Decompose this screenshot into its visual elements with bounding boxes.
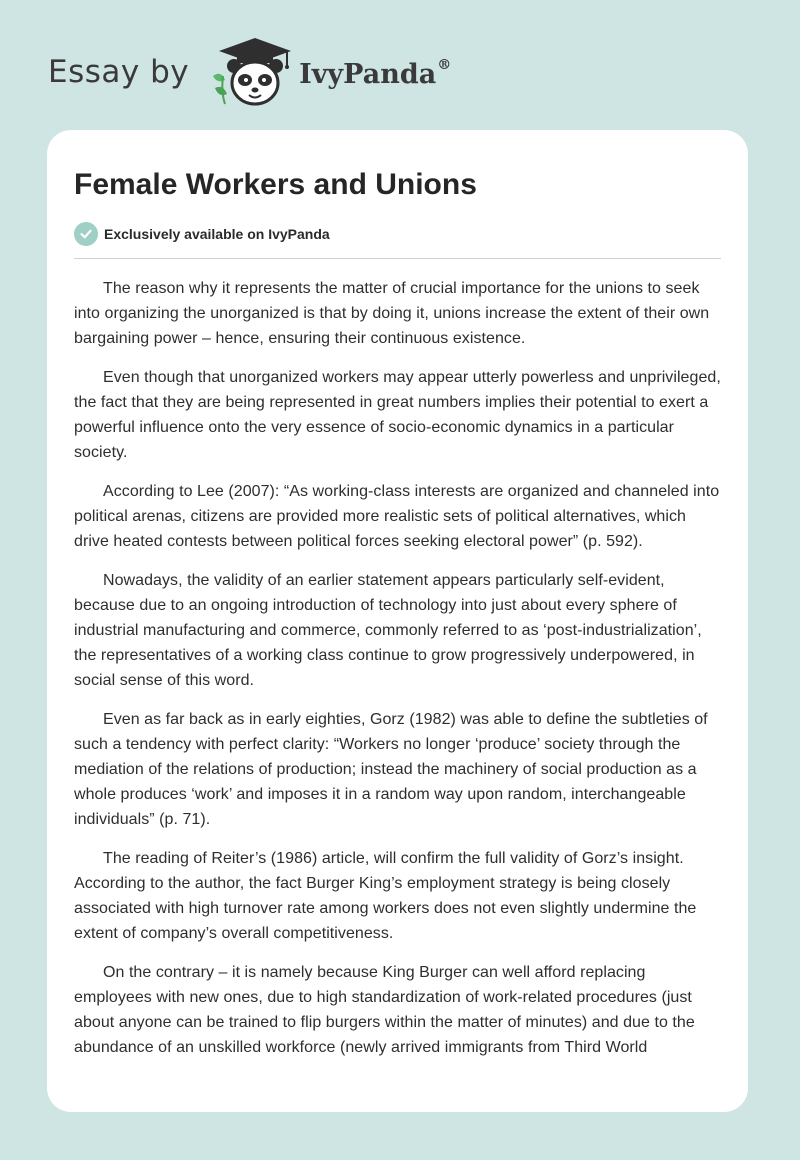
paragraph: The reading of Reiter’s (1986) article, will confirm the full validity of Gorz’s insight. According to the author, the fact Burger King’s employment strategy is being closely associated with high turnover rate among workers does not even slightly undermine the extent of company’s overall competitiveness. bbox=[74, 850, 697, 942]
exclusive-badge bbox=[74, 221, 721, 247]
site-brand[interactable] bbox=[48, 36, 451, 108]
brand-prefix: Essay by bbox=[48, 54, 190, 90]
paragraph: Nowadays, the validity of an earlier statement appears particularly self-evident, because due to an ongoing introduction of technology into just about every sphere of industrial manufacturing and commerce, commonly referred to as ‘post-industrialization’, the representatives of a working class continue to grow progressively underpowered, in social sense of this word. bbox=[74, 572, 702, 689]
brand-name: IvyPanda® bbox=[299, 56, 452, 90]
page-title: Female Workers and Unions bbox=[74, 168, 477, 201]
badge-label: Exclusively available on IvyPanda bbox=[104, 226, 330, 242]
paragraph: Even as far back as in early eighties, Gorz (1982) was able to define the subtleties of such a tendency with perfect clarity: “Workers no longer ‘produce’ society through the mediation of the relations of production; instead the machinery of social production as a whole produces ‘work’ and imposes it in a random way upon random, interchangeable individuals” (p. 71). bbox=[74, 711, 708, 828]
paragraph: The reason why it represents the matter of crucial importance for the unions to seek into organizing the unorganized is that by doing it, unions increase the extent of their own bargaining power – hence, ensuring their continuous existence. bbox=[74, 280, 710, 347]
divider bbox=[74, 258, 721, 259]
check-icon bbox=[74, 222, 98, 246]
paragraph: Even though that unorganized workers may appear utterly powerless and unprivileged, the fact that they are being represented in great numbers implies their potential to exert a powerful influence onto the very essence of socio-economic dynamics in a particular society. bbox=[74, 369, 721, 461]
registered-mark: ® bbox=[437, 56, 452, 73]
panda-logo-icon bbox=[207, 36, 303, 108]
paragraph: According to Lee (2007): “As working-class interests are organized and channeled into political arenas, citizens are provided more realistic sets of political alternatives, which drive heated contests between political forces seeking electoral power” (p. 592). bbox=[74, 483, 720, 550]
essay-card bbox=[47, 130, 748, 1112]
paragraph: On the contrary – it is namely because King Burger can well afford replacing employees with new ones, due to high standardization of work-related procedures (just about anyone can be trained to flip burgers within the matter of minutes) and due to the abundance of an unskilled workforce (newly arrived immigrants from Third World bbox=[74, 964, 695, 1056]
